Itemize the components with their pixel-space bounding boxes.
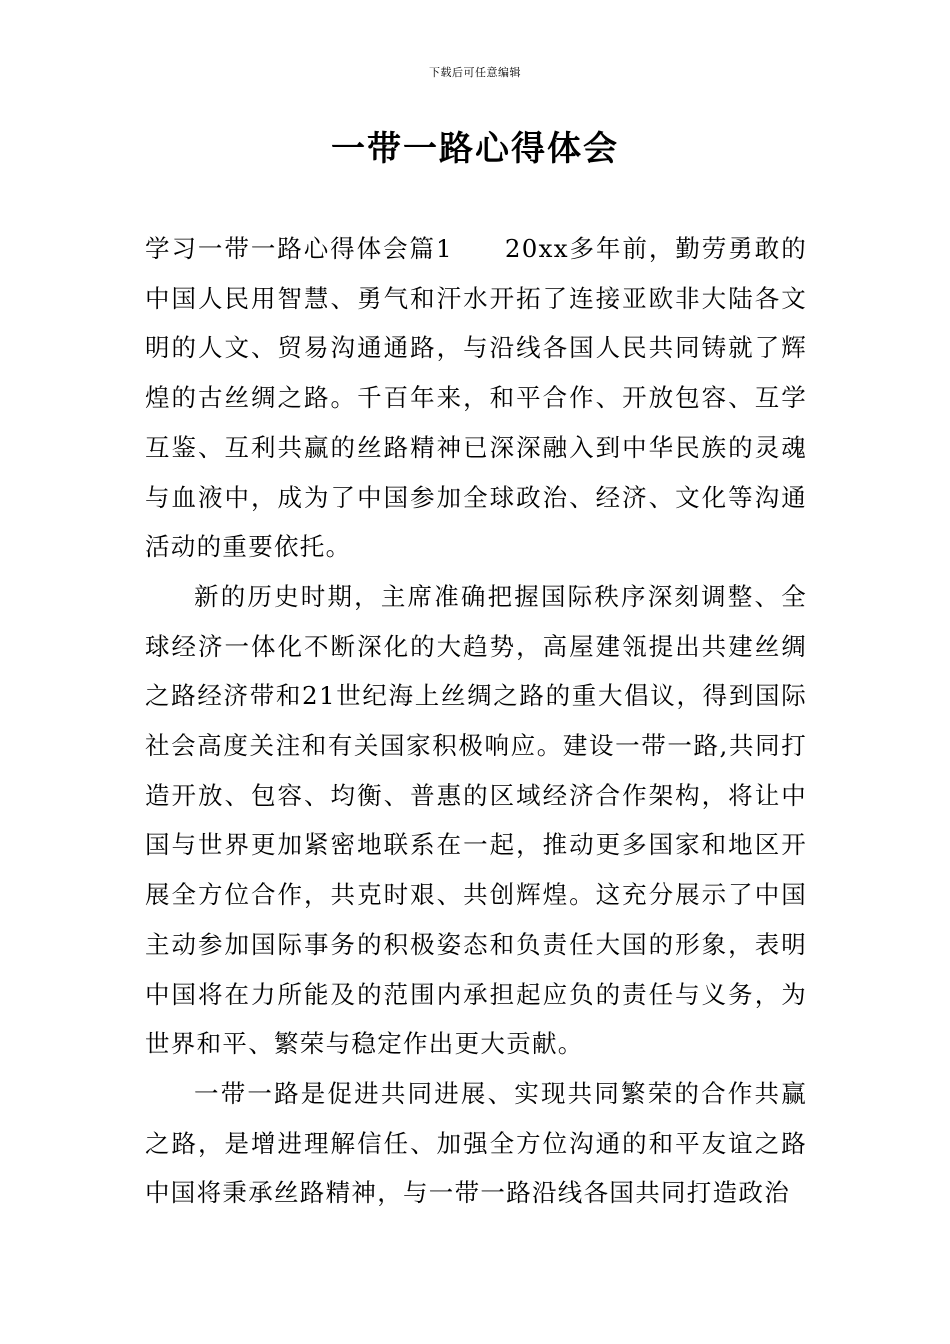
document-body: [145, 224, 807, 1218]
document-title: 一带一路心得体会: [331, 129, 619, 169]
paragraph-1-text: 20xx多年前，勤劳勇敢的中国人民用智慧、勇气和汗水开拓了连接亚欧非大陆各文明的人文、贸易沟通通路，与沿线各国人民共同铸就了辉煌的古丝绸之路。千百年来，和平合作、开放包容、互学互鉴、互利共赢的丝路精神已深深融入到中华民族的灵魂与血液中，成为了中国参加全球政治、经济、文化等沟通活动的重要依托。: [145, 234, 807, 562]
paragraph-3: 一带一路是促进共同进展、实现共同繁荣的合作共赢之路，是增进理解信任、加强全方位沟通的和平友谊之路中国将秉承丝路精神，与一带一路沿线各国共同打造政治: [145, 1078, 807, 1208]
header-note: 下载后可任意编辑: [429, 66, 521, 79]
paragraph-1: [145, 224, 807, 572]
paragraph-2: 新的历史时期，主席准确把握国际秩序深刻调整、全球经济一体化不断深化的大趋势，高屋建瓴提出共建丝绸之路经济带和21世纪海上丝绸之路的重大倡议，得到国际社会高度关注和有关国家积极响应。建设一带一路,共同打造开放、包容、均衡、普惠的区域经济合作架构，将让中国与世界更加紧密地联系在一起，推动更多国家和地区开展全方位合作，共克时艰、共创辉煌。这充分展示了中国主动参加国际事务的积极姿态和负责任大国的形象，表明中国将在力所能及的范围内承担起应负的责任与义务，为世界和平、繁荣与稳定作出更大贡献。: [145, 581, 807, 1059]
section-heading: 学习一带一路心得体会篇1: [145, 234, 453, 263]
